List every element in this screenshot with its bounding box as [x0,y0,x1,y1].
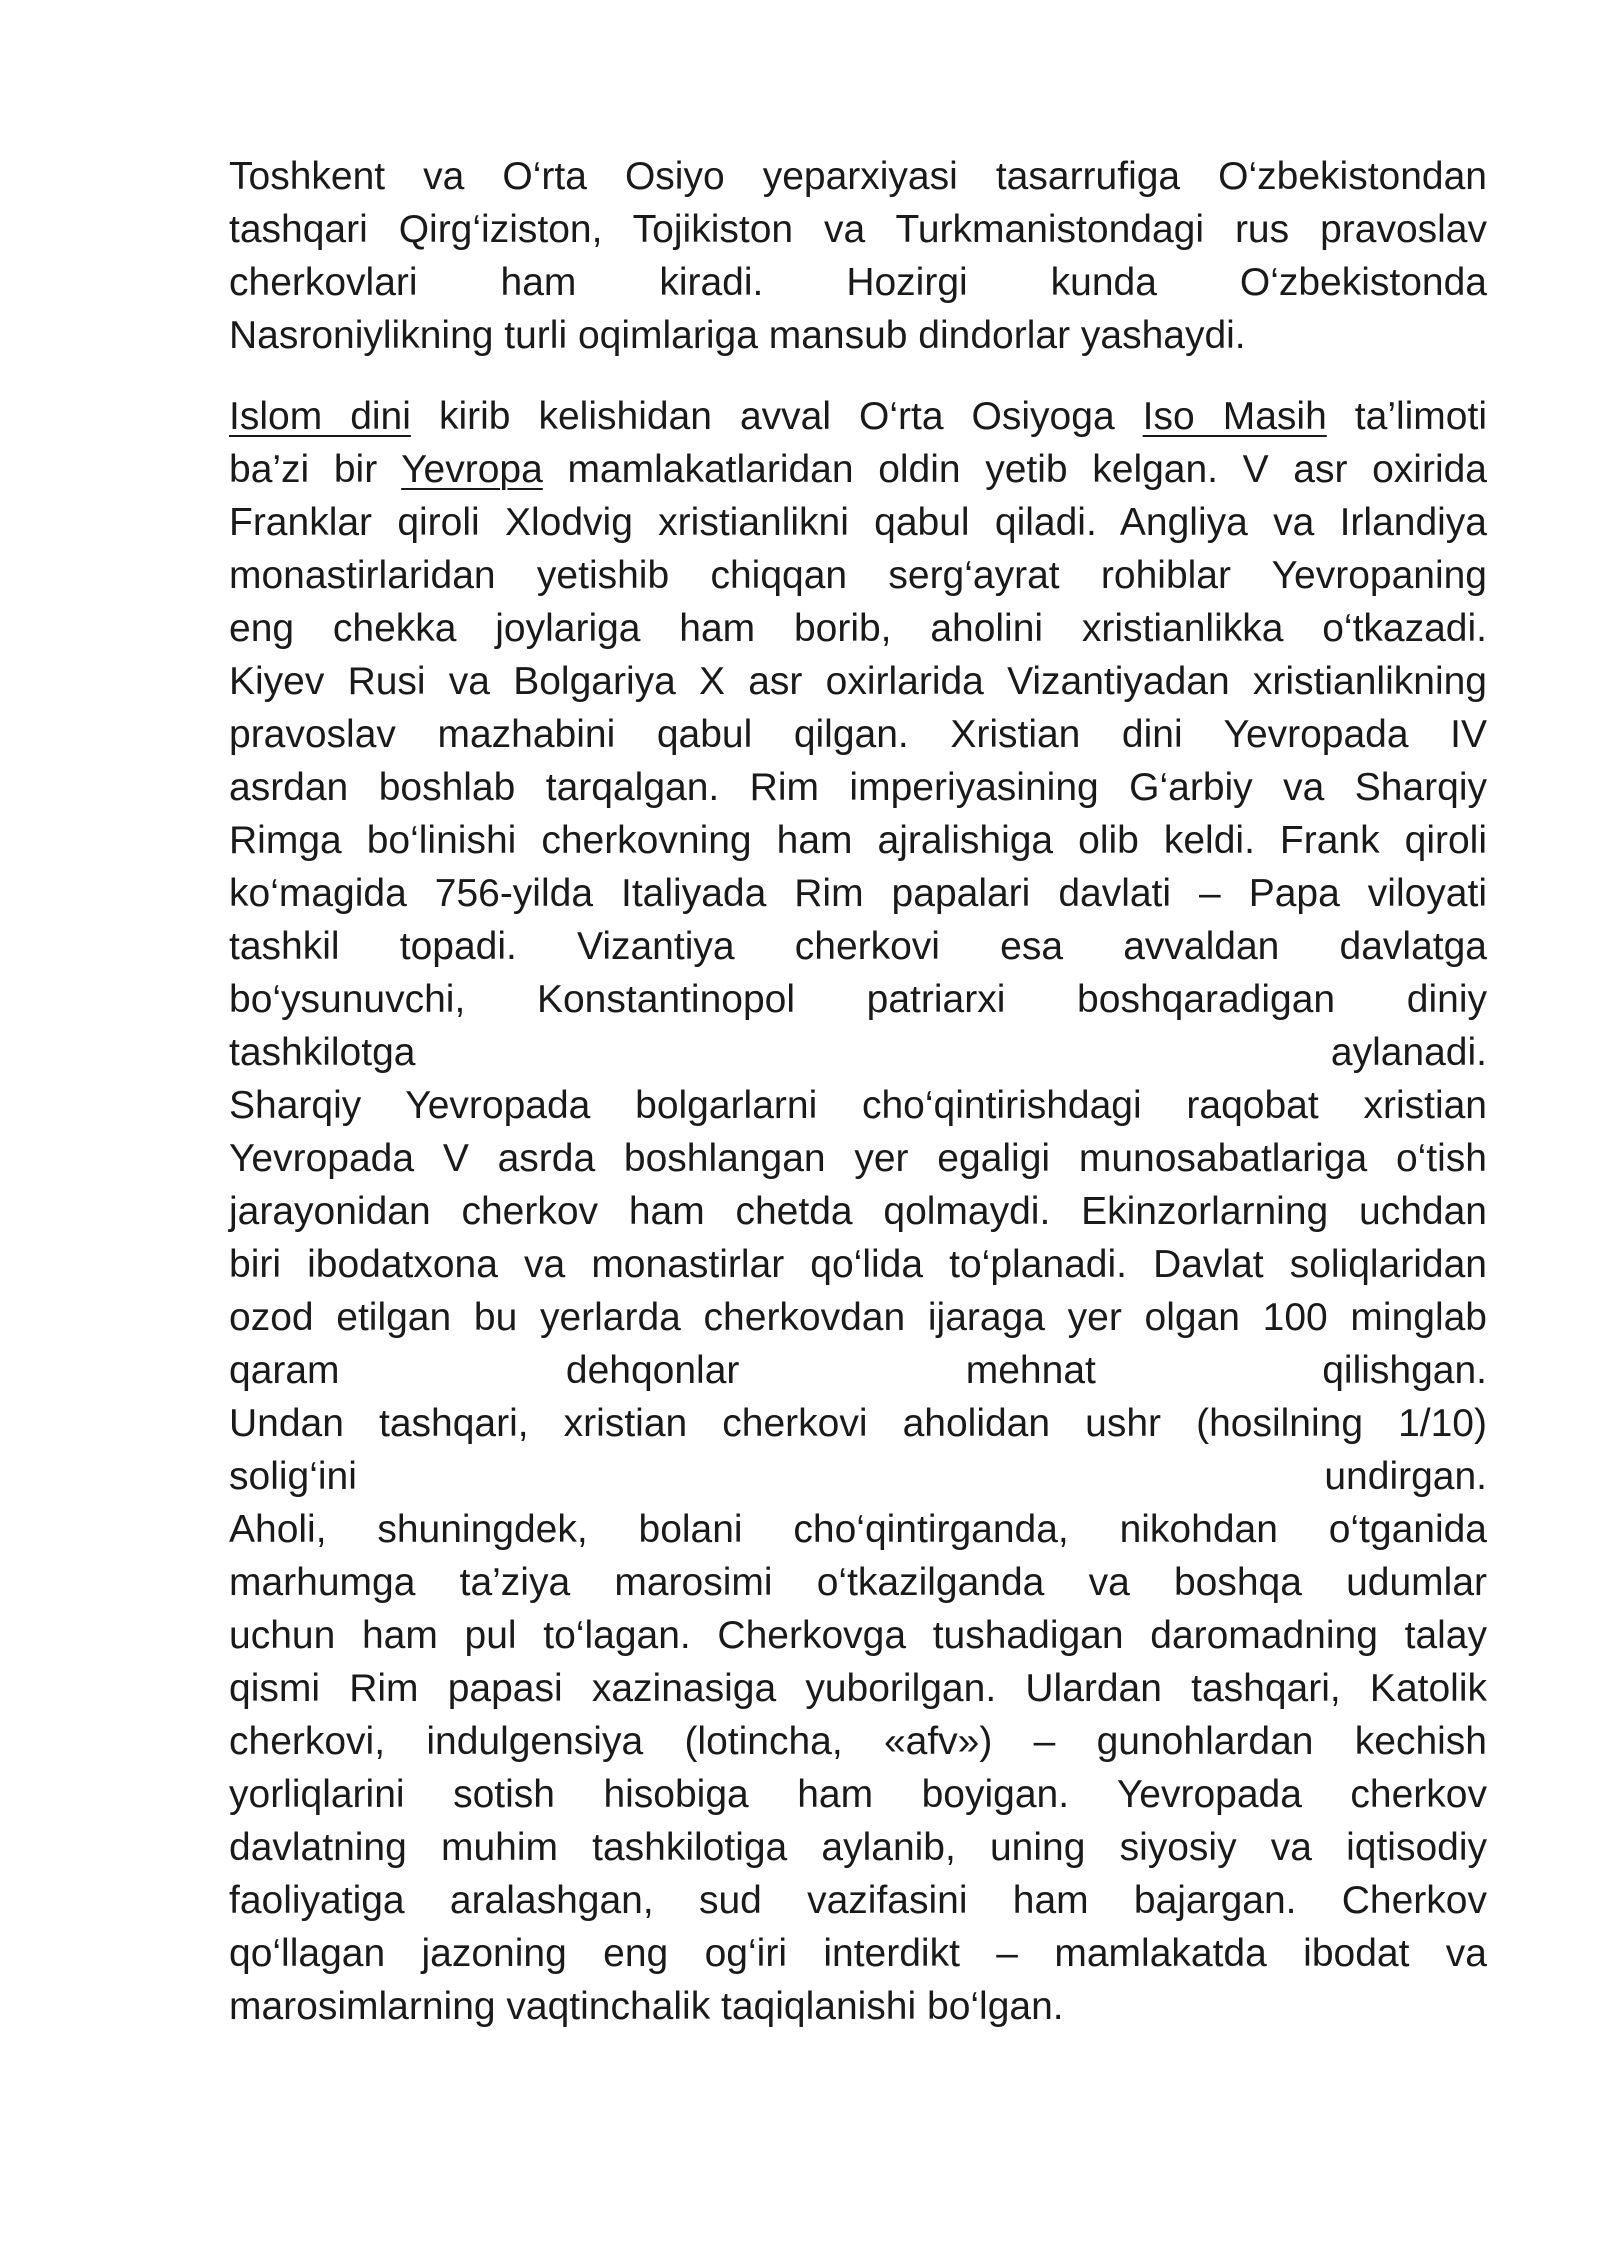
link-iso-masih[interactable]: Iso Masih [1142,395,1327,438]
text-line: Yevropada V asrda boshlangan yer egaligi munosabatlariga o‘tish [229,1137,1487,1180]
text-line: jarayonidan cherkov ham chetda qolmaydi. Ekinzorlarning uchdan [229,1190,1487,1233]
text-line: solig‘ini undirgan. [229,1455,1487,1498]
text-line: cherkovi, indulgensiya (lotincha, «afv») – gunohlardan kechish [229,1720,1487,1763]
text-line: davlatning muhim tashkilotiga aylanib, uning siyosiy va iqtisodiy [229,1826,1487,1869]
paragraph-1 [229,150,1487,362]
link-islom-dini[interactable]: Islom dini [229,395,411,438]
text-line: cherkovlari ham kiradi. Hozirgi kunda O‘zbekistonda [229,261,1487,304]
text-line: asrdan boshlab tarqalgan. Rim imperiyasining G‘arbiy va Sharqiy [229,766,1487,809]
paragraph-2 [229,390,1487,2033]
text-fragment: ta’limoti [1326,395,1487,438]
text-line: yorliqlarini sotish hisobiga ham boyigan. Yevropada cherkov [229,1773,1487,1816]
text-line: Toshkent va O‘rta Osiyo yeparxiyasi tasarrufiga O‘zbekistondan [229,155,1487,198]
text-line: Sharqiy Yevropada bolgarlarni cho‘qintirishdagi raqobat xristian [229,1084,1487,1127]
text-line: ozod etilgan bu yerlarda cherkovdan ijaraga yer olgan 100 minglab [229,1296,1487,1339]
text-line: Nasroniylikning turli oqimlariga mansub dindorlar yashaydi. [229,314,1246,357]
text-line: qo‘llagan jazoning eng og‘iri interdikt – mamlakatda ibodat va [229,1932,1487,1975]
text-line: eng chekka joylariga ham borib, aholini xristianlikka o‘tkazadi. [229,607,1487,650]
text-fragment: ba’zi bir [229,448,402,491]
text-line: marhumga ta’ziya marosimi o‘tkazilganda va boshqa udumlar [229,1561,1487,1604]
text-fragment: kirib kelishidan avval O‘rta Osiyoga [410,395,1143,438]
text-line: qismi Rim papasi xazinasiga yuborilgan. Ulardan tashqari, Katolik [229,1667,1487,1710]
text-line [229,390,1487,443]
text-fragment: mamlakatlaridan oldin yetib kelgan. V asr oxirida [542,448,1487,491]
text-line: bo‘ysunuvchi, Konstantinopol patriarxi boshqaradigan diniy [229,978,1487,1021]
text-line: uchun ham pul to‘lagan. Cherkovga tushadigan daromadning talay [229,1614,1487,1657]
text-line: Franklar qiroli Xlodvig xristianlikni qabul qiladi. Angliya va Irlandiya [229,501,1487,544]
text-line: Rimga bo‘linishi cherkovning ham ajralishiga olib keldi. Frank qiroli [229,819,1487,862]
text-line: Undan tashqari, xristian cherkovi aholidan ushr (hosilning 1/10) [229,1402,1487,1445]
text-line: tashkil topadi. Vizantiya cherkovi esa avvaldan davlatga [229,925,1487,968]
text-line: tashkilotga aylanadi. [229,1031,1487,1074]
text-line: pravoslav mazhabini qabul qilgan. Xristian dini Yevropada IV [229,713,1487,756]
text-line: Kiyev Rusi va Bolgariya X asr oxirlarida Vizantiyadan xristianlikning [229,660,1487,703]
link-yevropa[interactable]: Yevropa [401,448,543,491]
text-line: marosimlarning vaqtinchalik taqiqlanishi bo‘lgan. [229,1985,1064,2028]
document-page [229,150,1487,2033]
text-line: qaram dehqonlar mehnat qilishgan. [229,1349,1487,1392]
text-line: faoliyatiga aralashgan, sud vazifasini ham bajargan. Cherkov [229,1879,1487,1922]
text-line: biri ibodatxona va monastirlar qo‘lida to‘planadi. Davlat soliqlaridan [229,1243,1487,1286]
text-line: ko‘magida 756-yilda Italiyada Rim papalari davlati – Papa viloyati [229,872,1487,915]
text-line: Aholi, shuningdek, bolani cho‘qintirganda, nikohdan o‘tganida [229,1508,1487,1551]
text-line [229,443,1487,496]
text-line: monastirlaridan yetishib chiqqan serg‘ayrat rohiblar Yevropaning [229,554,1487,597]
text-line: tashqari Qirg‘iziston, Tojikiston va Turkmanistondagi rus pravoslav [229,208,1487,251]
